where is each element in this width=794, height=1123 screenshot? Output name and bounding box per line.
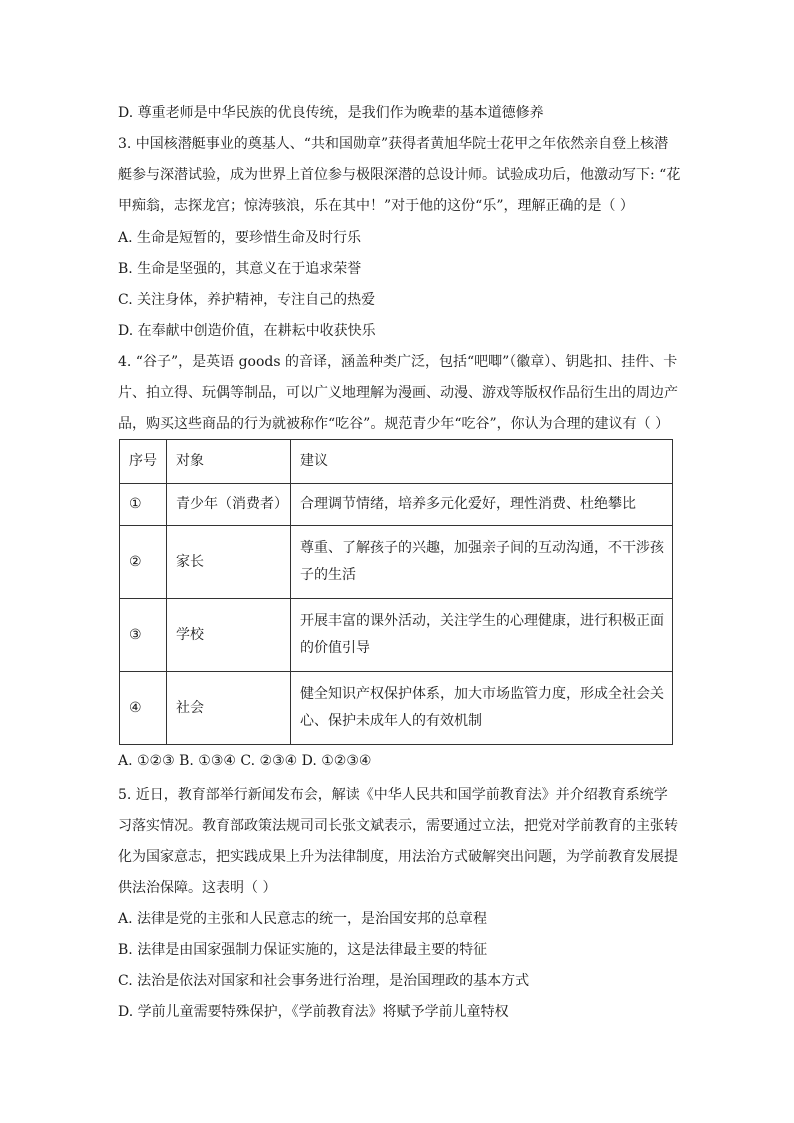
suggestion-line: 的价值引导 xyxy=(300,640,370,656)
q5-stem-line-4: 供法治保障。这表明（ ） xyxy=(118,880,277,896)
table-row xyxy=(120,526,673,599)
row-suggestion xyxy=(291,599,673,672)
q3-option-d: D. 在奉献中创造价值，在耕耘中收获快乐 xyxy=(118,323,376,339)
row-target: 家长 xyxy=(167,526,291,599)
header-suggestion: 建议 xyxy=(291,440,673,484)
row-number: ② xyxy=(120,526,167,599)
q3-option-c: C. 关注身体，养护精神，专注自己的热爱 xyxy=(118,292,376,308)
row-target: 学校 xyxy=(167,599,291,672)
q5-option-b: B. 法律是由国家强制力保证实施的，这是法律最主要的特征 xyxy=(118,942,488,958)
q5-option-a: A. 法律是党的主张和人民意志的统一，是治国安邦的总章程 xyxy=(118,911,488,927)
q4-options: A. ①②③ B. ①③④ C. ②③④ D. ①②③④ xyxy=(118,753,372,769)
row-number: ① xyxy=(120,484,167,526)
row-target: 青少年（消费者） xyxy=(167,484,291,526)
q3-stem-line-2: 艇参与深潜试验，成为世界上首位参与极限深潜的总设计师。试验成功后，他激动写下: “花 xyxy=(118,167,681,183)
q3-stem-line-1: 3. 中国核潜艇事业的奠基人、“共和国勋章”获得者黄旭华院士花甲之年依然亲自登上核潜 xyxy=(118,136,669,152)
q3-stem-line-3: 甲痴翁，志探龙宫；惊涛骇浪，乐在其中！”对于他的这份“乐”，理解正确的是（ ） xyxy=(118,198,634,214)
q4-stem-line-1: 4. “谷子”，是英语 goods 的音译，涵盖种类广泛，包括“吧唧”（徽章）、钥匙扣、挂件、卡 xyxy=(118,354,678,370)
q4-stem-line-2: 片、拍立得、玩偶等制品，可以广义地理解为漫画、动漫、游戏等版权作品衍生出的周边产 xyxy=(118,385,678,401)
suggestion-line: 心、保护未成年人的有效机制 xyxy=(300,713,482,729)
suggestion-line: 合理调节情绪，培养多元化爱好，理性消费、杜绝攀比 xyxy=(300,496,636,512)
q2-option-d: D. 尊重老师是中华民族的优良传统，是我们作为晚辈的基本道德修养 xyxy=(118,105,544,121)
suggestion-line: 开展丰富的课外活动，关注学生的心理健康，进行积极正面 xyxy=(300,613,664,629)
suggestion-line: 子的生活 xyxy=(300,567,356,583)
header-target: 对象 xyxy=(167,440,291,484)
row-suggestion xyxy=(291,484,673,526)
suggestion-table xyxy=(119,439,673,745)
row-number: ④ xyxy=(120,672,167,745)
table-header-row xyxy=(120,440,673,484)
table-row xyxy=(120,672,673,745)
row-number: ③ xyxy=(120,599,167,672)
q5-stem-line-3: 化为国家意志，把实践成果上升为法律制度，用法治方式破解突出问题，为学前教育发展提 xyxy=(118,849,678,865)
table-row xyxy=(120,599,673,672)
suggestion-line: 健全知识产权保护体系，加大市场监管力度，形成全社会关 xyxy=(300,686,664,702)
q5-option-d: D. 学前儿童需要特殊保护，《学前教育法》将赋予学前儿童特权 xyxy=(118,1004,509,1020)
suggestion-line: 尊重、了解孩子的兴趣，加强亲子间的互动沟通，不干涉孩 xyxy=(300,540,664,556)
q3-option-a: A. 生命是短暂的，要珍惜生命及时行乐 xyxy=(118,230,362,246)
q4-stem-line-3: 品，购买这些商品的行为就被称作“吃谷”。规范青少年“吃谷”，你认为合理的建议有（ ） xyxy=(118,416,670,432)
q5-stem-line-2: 习落实情况。教育部政策法规司司长张文斌表示，需要通过立法，把党对学前教育的主张转 xyxy=(118,818,678,834)
row-target: 社会 xyxy=(167,672,291,745)
row-suggestion xyxy=(291,672,673,745)
header-number: 序号 xyxy=(120,440,167,484)
q3-option-b: B. 生命是坚强的，其意义在于追求荣誉 xyxy=(118,261,362,277)
row-suggestion xyxy=(291,526,673,599)
q5-stem-line-1: 5. 近日，教育部举行新闻发布会，解读《中华人民共和国学前教育法》并介绍教育系统学 xyxy=(118,787,668,803)
table-row xyxy=(120,484,673,526)
q5-option-c: C. 法治是依法对国家和社会事务进行治理，是治国理政的基本方式 xyxy=(118,973,530,989)
